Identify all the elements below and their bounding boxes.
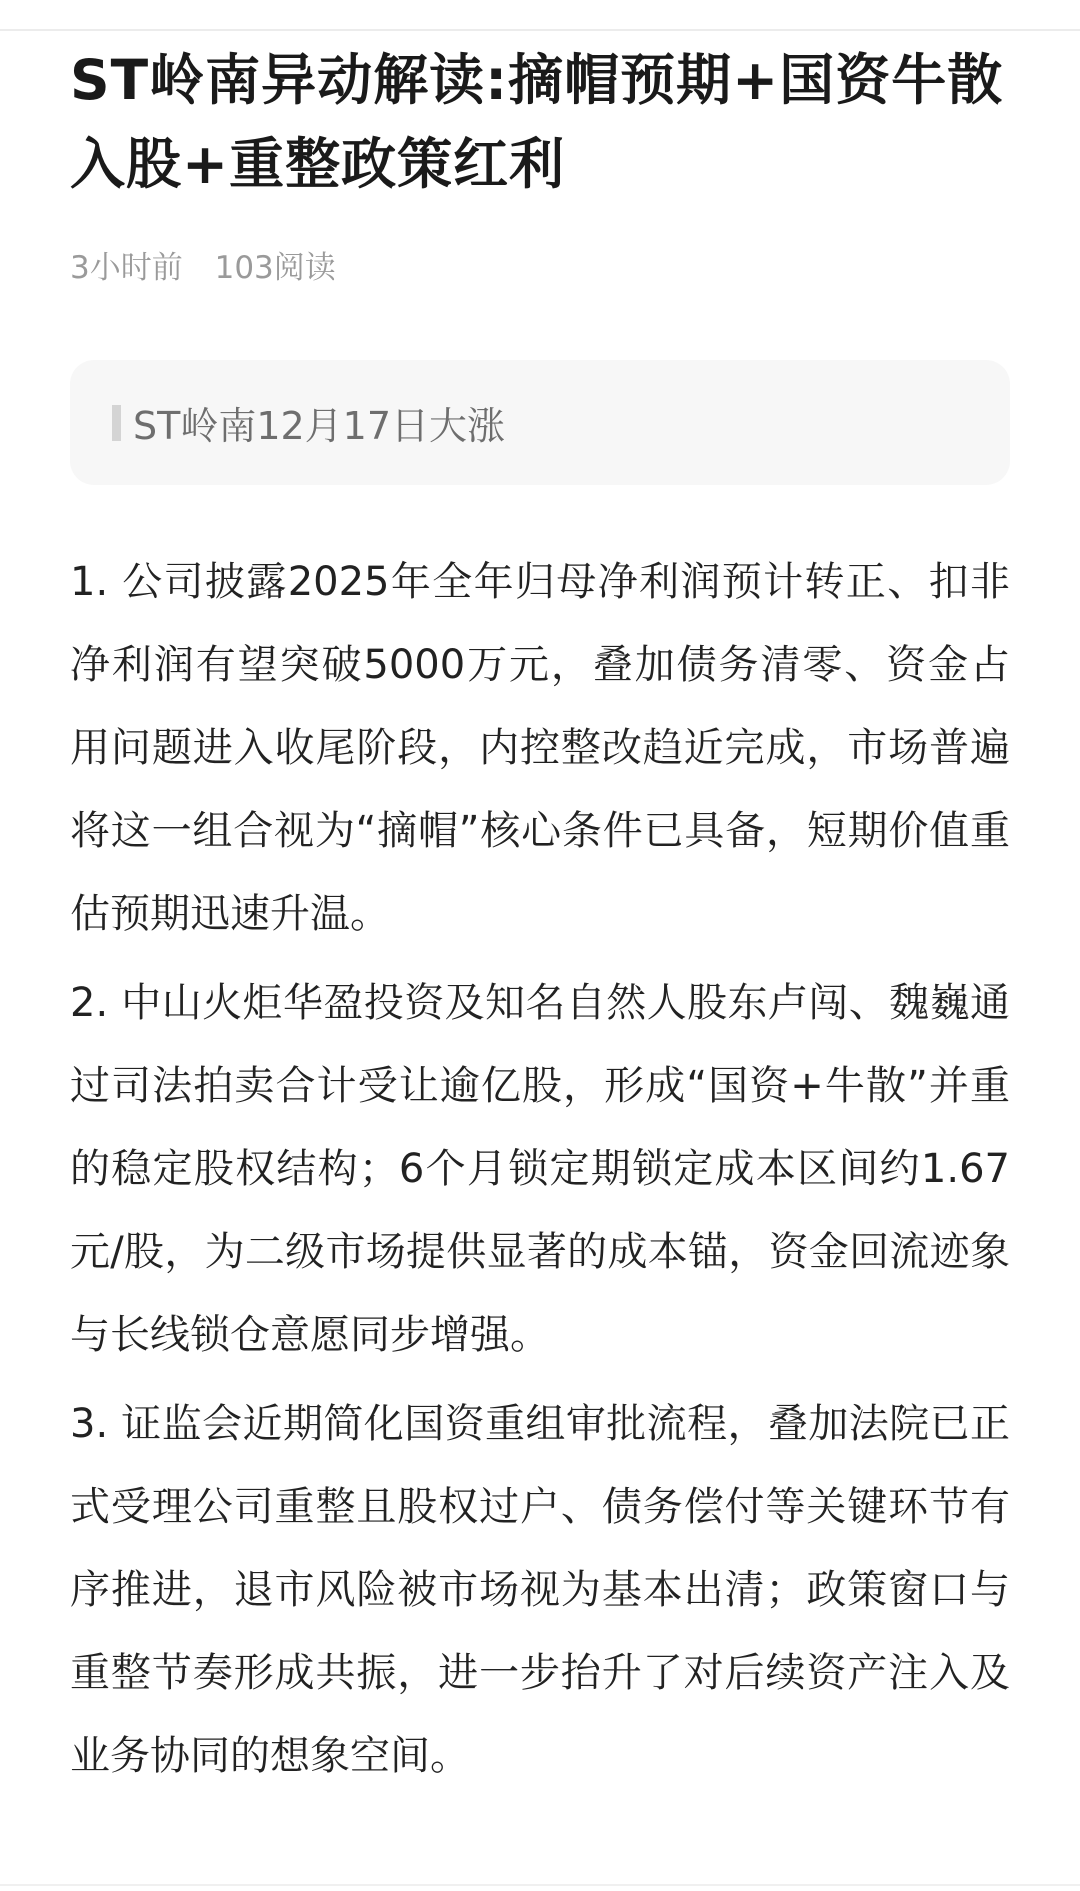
bottom-divider bbox=[0, 1884, 1080, 1886]
paragraph-3: 3. 证监会近期简化国资重组审批流程，叠加法院已正式受理公司重整且股权过户、债务偿付等关键环节有序推进，退市风险被市场视为基本出清；政策窗口与重整节奏形成共振，进一步抬升了对后续资产注入及业务协同的想象空间。 bbox=[70, 1401, 1010, 1779]
top-divider bbox=[0, 0, 1080, 31]
paragraph-1: 1. 公司披露2025年全年归母净利润预计转正、扣非净利润有望突破5000万元，叠加债务清零、资金占用问题进入收尾阶段，内控整改趋近完成，市场普遍将这一组合视为“摘帽”核心条件已具备，短期价值重估预期迅速升温。 bbox=[70, 559, 1010, 937]
article bbox=[70, 38, 1010, 1804]
read-count: 103阅读 bbox=[214, 250, 336, 286]
quote-block bbox=[70, 360, 1010, 485]
quote-bar-icon bbox=[112, 405, 121, 441]
article-title: ST岭南异动解读:摘帽预期+国资牛散入股+重整政策红利 bbox=[70, 48, 1004, 196]
quote-text: ST岭南12月17日大涨 bbox=[133, 404, 506, 448]
publish-time: 3小时前 bbox=[70, 250, 183, 286]
paragraph-2: 2. 中山火炬华盈投资及知名自然人股东卢闯、魏巍通过司法拍卖合计受让逾亿股，形成“国资+牛散”并重的稳定股权结构；6个月锁定期锁定成本区间约1.67元/股，为二级市场提供显著的成本锚，资金回流迹象与长线锁仓意愿同步增强。 bbox=[70, 980, 1010, 1358]
article-meta bbox=[70, 248, 1010, 288]
article-body bbox=[70, 541, 1010, 1798]
